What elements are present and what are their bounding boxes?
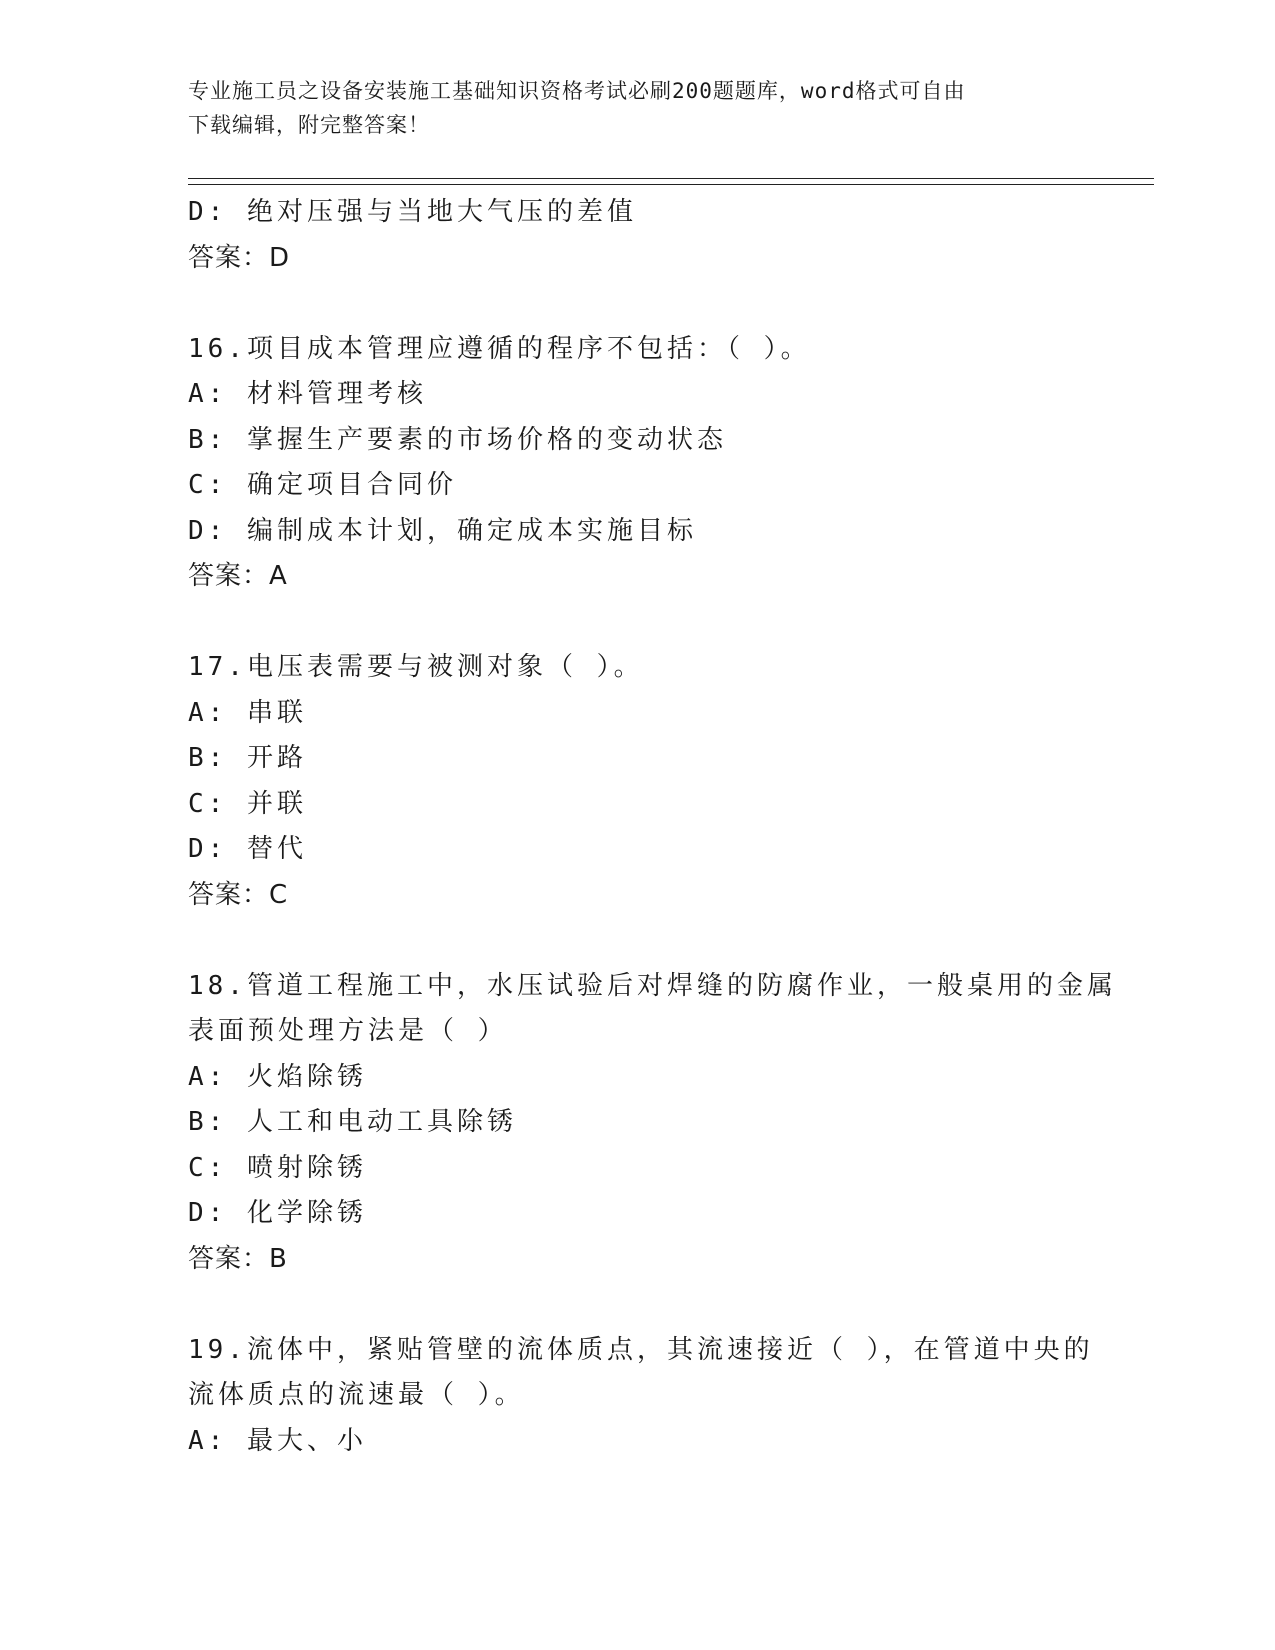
answer-line: 答案：B — [188, 1243, 288, 1274]
option-d: D: 编制成本计划，确定成本实施目标 — [188, 515, 697, 546]
header-divider — [188, 178, 1154, 185]
question-stem-line-1: 18.管道工程施工中，水压试验后对焊缝的防腐作业，一般桌用的金属 — [188, 970, 1117, 1001]
header-title-line-1: 专业施工员之设备安装施工基础知识资格考试必刷200题题库，word格式可自由 — [188, 79, 966, 103]
option-d: D: 替代 — [188, 834, 307, 864]
spacer — [188, 281, 1088, 327]
spacer — [188, 600, 1088, 646]
question-block-17 — [188, 645, 1088, 918]
option-b: B: 掌握生产要素的市场价格的变动状态 — [188, 424, 727, 455]
spacer — [188, 918, 1088, 964]
question-block-16 — [188, 327, 1088, 600]
answer-line: 答案：D — [188, 242, 291, 273]
option-a: A: 材料管理考核 — [188, 379, 427, 409]
question-stem: 16.项目成本管理应遵循的程序不包括：（ ）。 — [188, 333, 811, 364]
option-c: C: 确定项目合同价 — [188, 470, 457, 500]
spacer — [188, 1282, 1088, 1328]
option-b: B: 人工和电动工具除锈 — [188, 1107, 517, 1137]
question-stem-line-2: 表面预处理方法是（ ） — [188, 1016, 508, 1046]
header-title-line-2: 下载编辑，附完整答案！ — [188, 113, 430, 137]
option-c: C: 喷射除锈 — [188, 1152, 367, 1183]
answer-line: 答案：C — [188, 879, 289, 910]
option-a: A: 串联 — [188, 697, 307, 728]
option-b: B: 开路 — [188, 743, 307, 773]
option-c: C: 并联 — [188, 788, 307, 819]
question-block-18 — [188, 964, 1117, 1283]
question-stem-line-2: 流体质点的流速最（ ）。 — [188, 1380, 525, 1410]
answer-line: 答案：A — [188, 561, 288, 591]
option-a: A: 最大、小 — [188, 1425, 367, 1456]
document-body — [188, 190, 1117, 1464]
option-d: D: 绝对压强与当地大气压的差值 — [188, 197, 637, 227]
document-header — [188, 74, 1068, 142]
question-stem: 17.电压表需要与被测对象（ ）。 — [188, 652, 644, 682]
question-stem-line-1: 19.流体中，紧贴管壁的流体质点，其流速接近（ ），在管道中央的 — [188, 1334, 1094, 1365]
question-block-19 — [188, 1328, 1094, 1465]
option-a: A: 火焰除锈 — [188, 1061, 367, 1092]
option-d: D: 化学除锈 — [188, 1198, 367, 1228]
